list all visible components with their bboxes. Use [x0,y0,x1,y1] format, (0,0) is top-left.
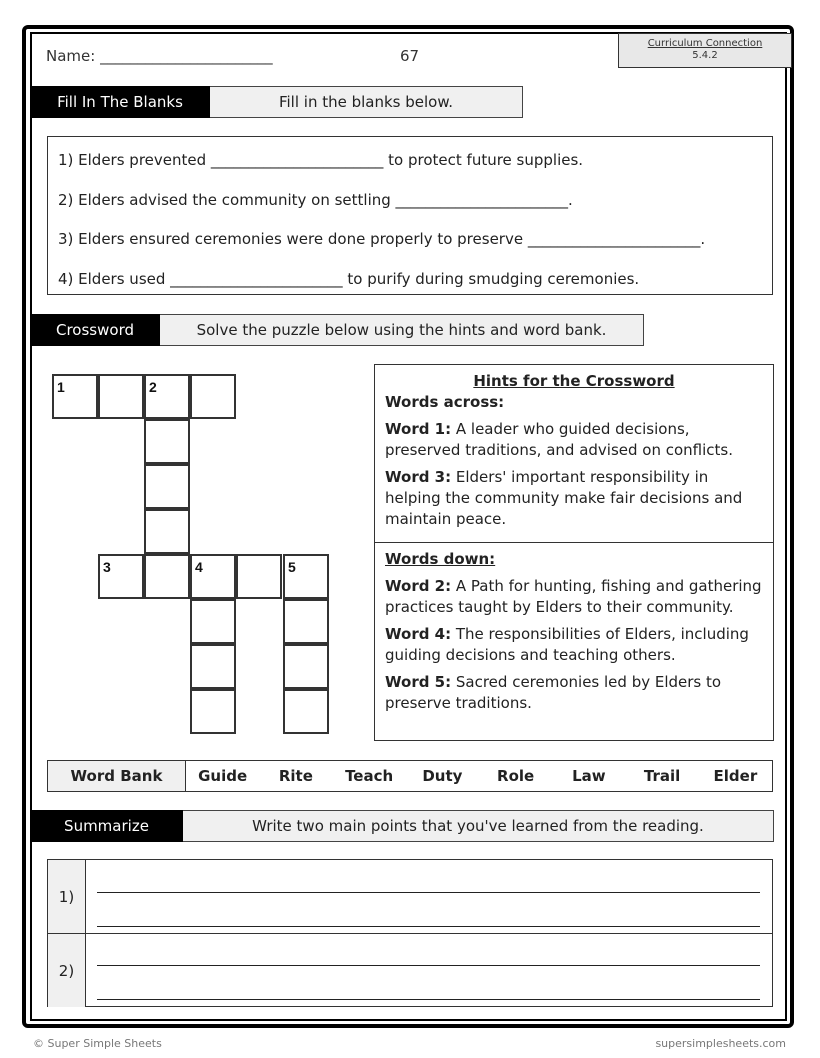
clue-number-3: 3 [103,559,111,575]
word-bank-word: Law [572,767,606,785]
hint-word-3 [385,467,763,530]
crossword-cell[interactable] [144,419,190,464]
crossword-cell[interactable] [144,464,190,509]
hint-word-2 [385,576,763,618]
hint-label: Word 3: [385,468,452,486]
word-bank-word: Role [497,767,535,785]
fill-in-label: Fill In The Blanks [30,86,210,118]
word-bank [47,760,773,792]
fill-in-box [47,136,773,295]
word-bank-word: Guide [198,767,248,785]
summarize-label: Summarize [30,810,183,842]
crossword-cell[interactable] [190,599,236,644]
name-field[interactable]: Name: _______________________ [46,47,273,65]
clue-number-4: 4 [195,559,203,575]
word-bank-word: Trail [643,767,681,785]
crossword-cell[interactable] [190,689,236,734]
crossword-cell[interactable] [144,509,190,554]
answer-line[interactable] [97,965,760,966]
crossword-cell[interactable] [283,554,329,599]
word-bank-word: Teach [345,767,394,785]
crossword-cell[interactable] [283,599,329,644]
fill-in-item-1[interactable]: 1) Elders prevented _______________________ to protect future supplies. [58,151,584,169]
hint-text: A leader who guided decisions, preserved traditions, and advised on conflicts. [385,420,733,459]
clue-number-2: 2 [149,379,157,395]
summary-row-2 [48,934,772,1007]
hint-label: Word 1: [385,420,452,438]
fill-in-item-2[interactable]: 2) Elders advised the community on settling _______________________. [58,191,573,209]
clue-number-5: 5 [288,559,296,575]
summary-table [47,859,773,1007]
hint-label: Word 2: [385,577,452,595]
hints-title: Hints for the Crossword [473,372,675,390]
answer-line[interactable] [97,892,760,893]
curriculum-title: Curriculum Connection [647,38,763,49]
crossword-cell[interactable] [283,689,329,734]
hint-word-1 [385,419,763,461]
word-bank-word: Duty [422,767,463,785]
crossword-cell[interactable] [98,374,144,419]
answer-line[interactable] [97,926,760,927]
copyright-text: © Super Simple Sheets [33,1037,162,1050]
clue-number-1: 1 [57,379,65,395]
hints-across-section [375,365,773,543]
down-heading: Words down: [385,550,496,568]
crossword-label: Crossword [30,314,160,346]
fill-in-item-3[interactable]: 3) Elders ensured ceremonies were done properly to preserve _______________________. [58,230,706,248]
hint-text: The responsibilities of Elders, including guiding decisions and teaching others. [385,625,749,664]
hint-text: A Path for hunting, fishing and gathering practices taught by Elders to their community. [385,577,762,616]
word-bank-word: Elder [713,767,758,785]
hint-text: Sacred ceremonies led by Elders to preserve traditions. [385,673,722,712]
summarize-instruction: Write two main points that you've learned from the reading. [183,810,774,842]
page-number: 67 [400,47,420,65]
hint-text: Elders' important responsibility in helping the community make fair decisions and maintain peace. [385,468,743,528]
crossword-cell[interactable] [144,374,190,419]
fill-in-instruction: Fill in the blanks below. [210,86,523,118]
crossword-instruction: Solve the puzzle below using the hints and word bank. [160,314,644,346]
summary-row-number: 2) [48,934,86,1007]
summarize-section-bar [30,810,774,842]
crossword-cell[interactable] [190,374,236,419]
fill-in-section-bar [30,86,523,118]
summary-row-1 [48,860,772,934]
hint-label: Word 5: [385,673,452,691]
hint-label: Word 4: [385,625,452,643]
crossword-hints-box [374,364,774,741]
hints-down-section [375,543,773,714]
crossword-cell[interactable] [236,554,282,599]
crossword-cell[interactable] [190,644,236,689]
curriculum-code: 5.4.2 [692,50,718,61]
hint-word-5 [385,672,763,714]
crossword-section-bar [30,314,644,346]
crossword-cell[interactable] [283,644,329,689]
word-bank-label: Word Bank [48,761,186,791]
crossword-cell[interactable] [144,554,190,599]
crossword-cell[interactable] [52,374,98,419]
summary-row-number: 1) [48,860,86,933]
answer-line[interactable] [97,999,760,1000]
site-link[interactable]: supersimplesheets.com [655,1037,786,1050]
curriculum-connection-box [618,33,792,68]
crossword-cell[interactable] [190,554,236,599]
fill-in-item-4[interactable]: 4) Elders used _______________________ to purify during smudging ceremonies. [58,270,640,288]
word-bank-word: Rite [278,767,313,785]
across-heading: Words across: [385,393,505,411]
hint-word-4 [385,624,763,666]
crossword-cell[interactable] [98,554,144,599]
